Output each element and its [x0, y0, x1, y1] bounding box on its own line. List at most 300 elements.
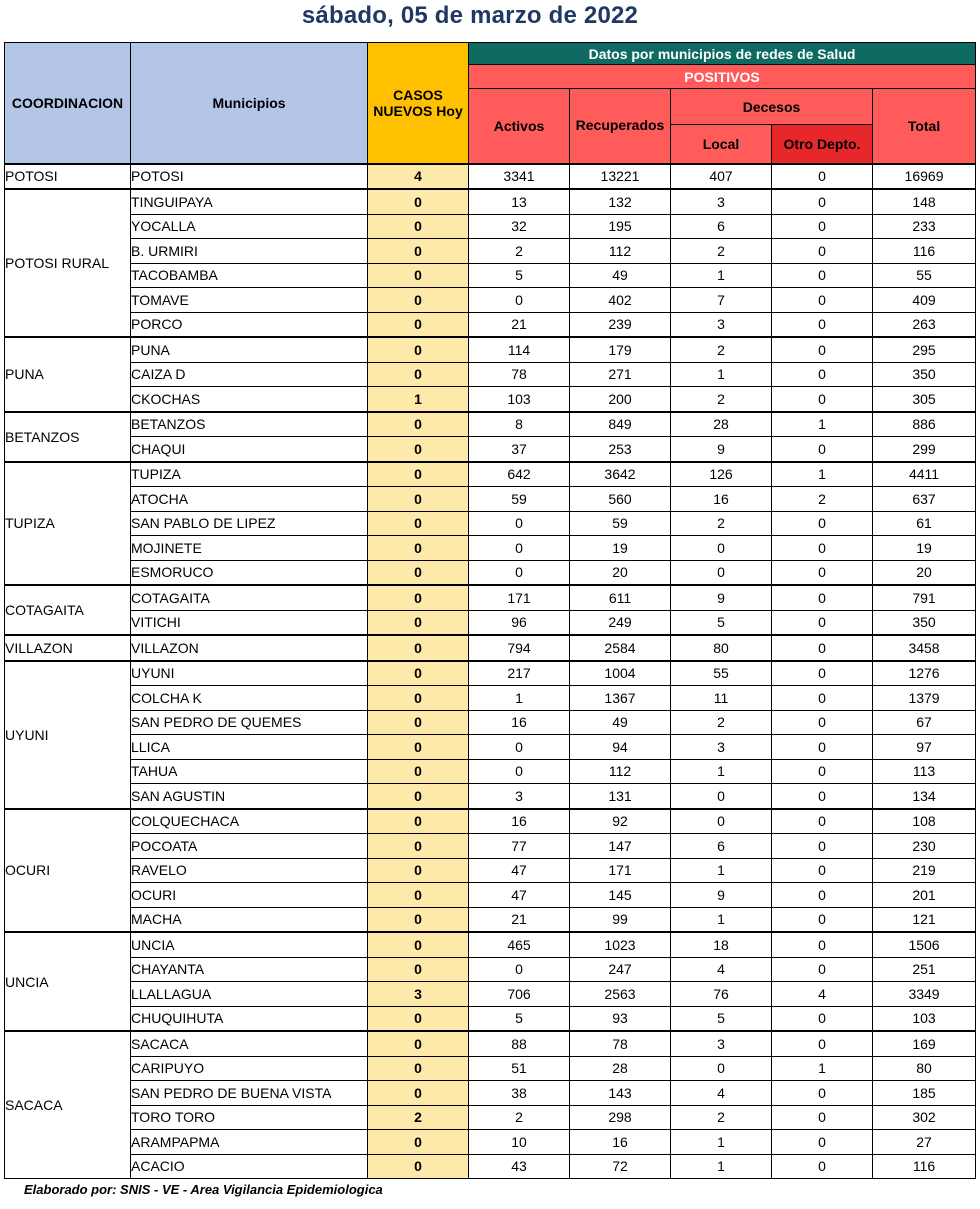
local-cell: 3: [671, 735, 772, 760]
recuperados-cell: 298: [570, 1105, 671, 1130]
otro-depto-cell: 0: [772, 784, 873, 809]
casos-nuevos-cell: 0: [368, 189, 469, 214]
coordinacion-cell: COTAGAITA: [5, 585, 131, 635]
recuperados-cell: 112: [570, 239, 671, 264]
local-cell: 16: [671, 487, 772, 512]
total-cell: 97: [873, 735, 976, 760]
otro-depto-cell: 0: [772, 536, 873, 561]
total-cell: 886: [873, 412, 976, 437]
total-cell: 113: [873, 759, 976, 784]
casos-nuevos-cell: 0: [368, 263, 469, 288]
table-row: [5, 337, 976, 362]
total-cell: 19: [873, 536, 976, 561]
otro-depto-cell: 0: [772, 263, 873, 288]
activos-cell: 0: [469, 735, 570, 760]
municipio-cell: OCURI: [131, 883, 368, 908]
activos-cell: 59: [469, 487, 570, 512]
table-row: [5, 560, 976, 585]
otro-depto-cell: 0: [772, 635, 873, 661]
otro-depto-cell: 0: [772, 932, 873, 957]
table-row: [5, 462, 976, 487]
coordinacion-cell: TUPIZA: [5, 462, 131, 586]
header-municipios: Municipios: [131, 43, 368, 164]
table-row: [5, 759, 976, 784]
recuperados-cell: 94: [570, 735, 671, 760]
table-row: [5, 511, 976, 536]
coordinacion-cell: VILLAZON: [5, 635, 131, 661]
municipio-cell: BETANZOS: [131, 412, 368, 437]
coordinacion-cell: SACACA: [5, 1031, 131, 1179]
casos-nuevos-cell: 0: [368, 1130, 469, 1155]
total-cell: 637: [873, 487, 976, 512]
otro-depto-cell: 4: [772, 982, 873, 1007]
municipio-cell: SAN PEDRO DE BUENA VISTA: [131, 1081, 368, 1106]
municipio-cell: MACHA: [131, 907, 368, 932]
recuperados-cell: 247: [570, 957, 671, 982]
recuperados-cell: 200: [570, 387, 671, 412]
header-recuperados: [570, 89, 671, 164]
coordinacion-cell: PUNA: [5, 337, 131, 412]
local-cell: 18: [671, 932, 772, 957]
activos-cell: 37: [469, 437, 570, 462]
casos-nuevos-cell: 0: [368, 312, 469, 337]
activos-cell: 171: [469, 585, 570, 610]
total-cell: 4411: [873, 462, 976, 487]
activos-cell: 114: [469, 337, 570, 362]
table-row: [5, 1081, 976, 1106]
table-row: [5, 784, 976, 809]
municipio-cell: TINGUIPAYA: [131, 189, 368, 214]
total-cell: 791: [873, 585, 976, 610]
recuperados-cell: 59: [570, 511, 671, 536]
casos-nuevos-cell: 0: [368, 1031, 469, 1056]
table-row: [5, 635, 976, 661]
coordinacion-cell: UNCIA: [5, 932, 131, 1031]
activos-cell: 38: [469, 1081, 570, 1106]
total-cell: 251: [873, 957, 976, 982]
activos-cell: 0: [469, 511, 570, 536]
total-cell: 350: [873, 610, 976, 635]
table-row: [5, 585, 976, 610]
activos-cell: 1: [469, 686, 570, 711]
local-cell: 76: [671, 982, 772, 1007]
local-cell: 3: [671, 312, 772, 337]
activos-cell: 706: [469, 982, 570, 1007]
activos-cell: 16: [469, 809, 570, 834]
recuperados-cell: 92: [570, 809, 671, 834]
table-row: [5, 858, 976, 883]
total-cell: 55: [873, 263, 976, 288]
recuperados-cell: 249: [570, 610, 671, 635]
municipio-cell: ACACIO: [131, 1154, 368, 1179]
coordinacion-cell: OCURI: [5, 809, 131, 933]
table-row: [5, 907, 976, 932]
casos-nuevos-cell: 0: [368, 957, 469, 982]
casos-nuevos-cell: 0: [368, 437, 469, 462]
table-row: [5, 189, 976, 214]
coordinacion-cell: POTOSI: [5, 164, 131, 190]
total-cell: 67: [873, 710, 976, 735]
table-row: [5, 1006, 976, 1031]
activos-cell: 21: [469, 312, 570, 337]
otro-depto-cell: 0: [772, 858, 873, 883]
activos-cell: 2: [469, 1105, 570, 1130]
recuperados-cell: 3642: [570, 462, 671, 487]
activos-cell: 8: [469, 412, 570, 437]
otro-depto-cell: 0: [772, 834, 873, 859]
municipio-cell: POCOATA: [131, 834, 368, 859]
header-decesos: Decesos: [671, 89, 873, 125]
local-cell: 4: [671, 1081, 772, 1106]
otro-depto-cell: 0: [772, 387, 873, 412]
recuperados-cell: 28: [570, 1056, 671, 1081]
recuperados-cell: 13221: [570, 164, 671, 190]
casos-nuevos-cell: 0: [368, 907, 469, 932]
footer-credit: Elaborado por: SNIS - VE - Area Vigilancia Epidemiologica: [24, 1182, 383, 1197]
local-cell: 126: [671, 462, 772, 487]
activos-cell: 2: [469, 239, 570, 264]
otro-depto-cell: 0: [772, 1006, 873, 1031]
total-cell: 299: [873, 437, 976, 462]
casos-nuevos-cell: 0: [368, 1154, 469, 1179]
total-cell: 1506: [873, 932, 976, 957]
header-total: Total: [873, 89, 976, 164]
table-row: [5, 239, 976, 264]
recuperados-cell: 72: [570, 1154, 671, 1179]
activos-cell: 43: [469, 1154, 570, 1179]
recuperados-cell: 16: [570, 1130, 671, 1155]
casos-nuevos-cell: 0: [368, 462, 469, 487]
local-cell: 2: [671, 239, 772, 264]
municipio-cell: SAN PABLO DE LIPEZ: [131, 511, 368, 536]
local-cell: 0: [671, 560, 772, 585]
activos-cell: 96: [469, 610, 570, 635]
total-cell: 20: [873, 560, 976, 585]
table-row: [5, 412, 976, 437]
table-row: [5, 809, 976, 834]
table-row: [5, 362, 976, 387]
municipio-cell: TACOBAMBA: [131, 263, 368, 288]
coordinacion-cell: BETANZOS: [5, 412, 131, 462]
municipio-cell: COLCHA K: [131, 686, 368, 711]
otro-depto-cell: 0: [772, 1130, 873, 1155]
recuperados-cell: 19: [570, 536, 671, 561]
local-cell: 6: [671, 834, 772, 859]
recuperados-cell: 560: [570, 487, 671, 512]
table-row: [5, 312, 976, 337]
activos-cell: 0: [469, 536, 570, 561]
otro-depto-cell: 0: [772, 735, 873, 760]
table-row: [5, 610, 976, 635]
local-cell: 0: [671, 809, 772, 834]
local-cell: 2: [671, 1105, 772, 1130]
header-coordinacion: COORDINACION: [5, 43, 131, 164]
casos-nuevos-cell: 0: [368, 511, 469, 536]
recuperados-cell: 1023: [570, 932, 671, 957]
otro-depto-cell: 0: [772, 560, 873, 585]
municipio-cell: COLQUECHACA: [131, 809, 368, 834]
casos-nuevos-cell: 0: [368, 784, 469, 809]
recuperados-cell: 171: [570, 858, 671, 883]
local-cell: 0: [671, 536, 772, 561]
municipio-cell: MOJINETE: [131, 536, 368, 561]
casos-nuevos-cell: 0: [368, 883, 469, 908]
municipio-cell: VILLAZON: [131, 635, 368, 661]
total-cell: 3458: [873, 635, 976, 661]
activos-cell: 13: [469, 189, 570, 214]
total-cell: 409: [873, 288, 976, 313]
table-row: [5, 982, 976, 1007]
municipio-cell: LLALLAGUA: [131, 982, 368, 1007]
municipio-cell: CHAYANTA: [131, 957, 368, 982]
otro-depto-cell: 0: [772, 809, 873, 834]
total-cell: 1276: [873, 661, 976, 686]
municipio-cell: B. URMIRI: [131, 239, 368, 264]
table-row: [5, 1105, 976, 1130]
activos-cell: 642: [469, 462, 570, 487]
recuperados-cell: 402: [570, 288, 671, 313]
casos-nuevos-cell: 0: [368, 560, 469, 585]
otro-depto-cell: 0: [772, 661, 873, 686]
table-row: [5, 1031, 976, 1056]
local-cell: 2: [671, 511, 772, 536]
activos-cell: 217: [469, 661, 570, 686]
activos-cell: 5: [469, 263, 570, 288]
recuperados-cell: 179: [570, 337, 671, 362]
casos-nuevos-cell: 0: [368, 661, 469, 686]
activos-cell: 3: [469, 784, 570, 809]
total-cell: 233: [873, 214, 976, 239]
otro-depto-cell: 0: [772, 585, 873, 610]
casos-nuevos-cell: 0: [368, 1081, 469, 1106]
activos-cell: 16: [469, 710, 570, 735]
total-cell: 80: [873, 1056, 976, 1081]
casos-nuevos-cell: 0: [368, 1006, 469, 1031]
table-row: [5, 1130, 976, 1155]
activos-cell: 0: [469, 560, 570, 585]
recuperados-cell: 132: [570, 189, 671, 214]
local-cell: 6: [671, 214, 772, 239]
casos-nuevos-cell: 0: [368, 759, 469, 784]
otro-depto-cell: 0: [772, 907, 873, 932]
activos-cell: 0: [469, 957, 570, 982]
activos-cell: 21: [469, 907, 570, 932]
recuperados-cell: 239: [570, 312, 671, 337]
local-cell: 80: [671, 635, 772, 661]
municipio-cell: CKOCHAS: [131, 387, 368, 412]
total-cell: 305: [873, 387, 976, 412]
local-cell: 1: [671, 1154, 772, 1179]
header-otro-depto: Otro Depto.: [772, 125, 873, 164]
table-row: [5, 214, 976, 239]
recuperados-cell: 1367: [570, 686, 671, 711]
casos-nuevos-cell: 4: [368, 164, 469, 190]
recuperados-cell: 253: [570, 437, 671, 462]
local-cell: 407: [671, 164, 772, 190]
local-cell: 9: [671, 883, 772, 908]
municipio-cell: SACACA: [131, 1031, 368, 1056]
otro-depto-cell: 0: [772, 164, 873, 190]
municipio-cell: POTOSI: [131, 164, 368, 190]
municipio-cell: UNCIA: [131, 932, 368, 957]
casos-nuevos-cell: 0: [368, 412, 469, 437]
activos-cell: 32: [469, 214, 570, 239]
recuperados-cell: 2584: [570, 635, 671, 661]
municipio-cell: TAHUA: [131, 759, 368, 784]
otro-depto-cell: 0: [772, 511, 873, 536]
table-row: [5, 487, 976, 512]
table-row: [5, 536, 976, 561]
table-row: [5, 735, 976, 760]
local-cell: 1: [671, 263, 772, 288]
municipio-cell: PUNA: [131, 337, 368, 362]
local-cell: 9: [671, 585, 772, 610]
local-cell: 1: [671, 858, 772, 883]
local-cell: 3: [671, 1031, 772, 1056]
table-row: [5, 710, 976, 735]
table-row: [5, 834, 976, 859]
total-cell: 169: [873, 1031, 976, 1056]
casos-nuevos-cell: 0: [368, 1056, 469, 1081]
recuperados-cell: 849: [570, 412, 671, 437]
coordinacion-cell: UYUNI: [5, 661, 131, 809]
total-cell: 116: [873, 1154, 976, 1179]
otro-depto-cell: 1: [772, 1056, 873, 1081]
casos-nuevos-cell: 0: [368, 214, 469, 239]
otro-depto-cell: 0: [772, 710, 873, 735]
recuperados-cell: 112: [570, 759, 671, 784]
casos-nuevos-cell: 0: [368, 686, 469, 711]
local-cell: 11: [671, 686, 772, 711]
casos-nuevos-cell: 0: [368, 487, 469, 512]
municipio-cell: RAVELO: [131, 858, 368, 883]
table-body: [5, 164, 976, 1179]
otro-depto-cell: 0: [772, 189, 873, 214]
recuperados-cell: 2563: [570, 982, 671, 1007]
recuperados-cell: 99: [570, 907, 671, 932]
activos-cell: 103: [469, 387, 570, 412]
municipio-cell: CARIPUYO: [131, 1056, 368, 1081]
otro-depto-cell: 0: [772, 610, 873, 635]
otro-depto-cell: 0: [772, 686, 873, 711]
local-cell: 5: [671, 610, 772, 635]
recuperados-cell: 131: [570, 784, 671, 809]
casos-nuevos-cell: 1: [368, 387, 469, 412]
total-cell: 3349: [873, 982, 976, 1007]
otro-depto-cell: 0: [772, 337, 873, 362]
local-cell: 9: [671, 437, 772, 462]
activos-cell: 10: [469, 1130, 570, 1155]
total-cell: 108: [873, 809, 976, 834]
activos-cell: 51: [469, 1056, 570, 1081]
local-cell: 1: [671, 1130, 772, 1155]
municipio-cell: ATOCHA: [131, 487, 368, 512]
otro-depto-cell: 0: [772, 437, 873, 462]
local-cell: 2: [671, 387, 772, 412]
local-cell: 2: [671, 710, 772, 735]
otro-depto-cell: 0: [772, 1081, 873, 1106]
recuperados-cell: 195: [570, 214, 671, 239]
total-cell: 201: [873, 883, 976, 908]
recuperados-cell: 143: [570, 1081, 671, 1106]
municipio-cell: ESMORUCO: [131, 560, 368, 585]
recuperados-cell: 1004: [570, 661, 671, 686]
header-casos-nuevos: [368, 43, 469, 164]
total-cell: 16969: [873, 164, 976, 190]
total-cell: 230: [873, 834, 976, 859]
otro-depto-cell: 2: [772, 487, 873, 512]
header-activos: Activos: [469, 89, 570, 164]
total-cell: 295: [873, 337, 976, 362]
otro-depto-cell: 0: [772, 759, 873, 784]
otro-depto-cell: 0: [772, 1154, 873, 1179]
municipio-cell: SAN PEDRO DE QUEMES: [131, 710, 368, 735]
header-datos: Datos por municipios de redes de Salud: [469, 43, 976, 65]
otro-depto-cell: 0: [772, 312, 873, 337]
municipio-cell: PORCO: [131, 312, 368, 337]
table-row: [5, 661, 976, 686]
header-casos-nuevos-label: CASOS NUEVOS Hoy: [373, 86, 463, 119]
recuperados-cell: 147: [570, 834, 671, 859]
total-cell: 185: [873, 1081, 976, 1106]
recuperados-cell: 611: [570, 585, 671, 610]
activos-cell: 5: [469, 1006, 570, 1031]
activos-cell: 88: [469, 1031, 570, 1056]
recuperados-cell: 145: [570, 883, 671, 908]
activos-cell: 77: [469, 834, 570, 859]
municipio-cell: CHAQUI: [131, 437, 368, 462]
activos-cell: 47: [469, 858, 570, 883]
table-row: [5, 883, 976, 908]
municipio-cell: ARAMPAPMA: [131, 1130, 368, 1155]
municipio-cell: VITICHI: [131, 610, 368, 635]
municipio-cell: TUPIZA: [131, 462, 368, 487]
table-row: [5, 1154, 976, 1179]
activos-cell: 3341: [469, 164, 570, 190]
casos-nuevos-cell: 0: [368, 710, 469, 735]
coordinacion-cell: POTOSI RURAL: [5, 189, 131, 337]
otro-depto-cell: 0: [772, 1105, 873, 1130]
recuperados-cell: 49: [570, 263, 671, 288]
total-cell: 350: [873, 362, 976, 387]
local-cell: 4: [671, 957, 772, 982]
table-row: [5, 686, 976, 711]
municipio-cell: TOMAVE: [131, 288, 368, 313]
table-row: [5, 1056, 976, 1081]
local-cell: 7: [671, 288, 772, 313]
local-cell: 0: [671, 1056, 772, 1081]
activos-cell: 465: [469, 932, 570, 957]
activos-cell: 794: [469, 635, 570, 661]
casos-nuevos-cell: 0: [368, 362, 469, 387]
local-cell: 28: [671, 412, 772, 437]
casos-nuevos-cell: 0: [368, 337, 469, 362]
total-cell: 121: [873, 907, 976, 932]
recuperados-cell: 20: [570, 560, 671, 585]
table-row: [5, 263, 976, 288]
header-positivos: POSITIVOS: [469, 65, 976, 89]
table-row: [5, 288, 976, 313]
total-cell: 219: [873, 858, 976, 883]
table-row: [5, 957, 976, 982]
local-cell: 5: [671, 1006, 772, 1031]
table-row: [5, 437, 976, 462]
otro-depto-cell: 0: [772, 239, 873, 264]
municipio-cell: LLICA: [131, 735, 368, 760]
header-recuperados-label: Recuperados: [575, 116, 665, 133]
table-row: [5, 932, 976, 957]
casos-nuevos-cell: 0: [368, 735, 469, 760]
